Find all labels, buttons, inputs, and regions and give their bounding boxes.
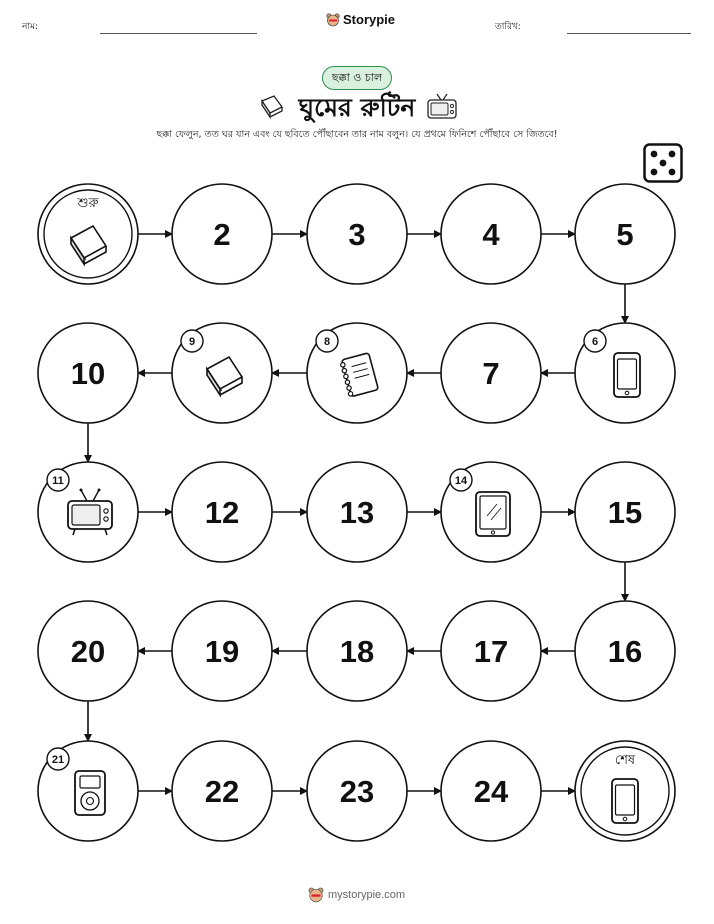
space-number: 5 [616,217,634,252]
space-number: 15 [607,495,643,530]
space-number: 3 [348,217,366,252]
space-number: 20 [70,634,106,669]
board-space [172,462,272,562]
name-label: নাম: [22,22,39,32]
board-space [441,601,541,701]
board-space [307,462,407,562]
board-space [307,323,407,423]
space-number: 2 [213,217,231,252]
board-space [441,184,541,284]
board-space [307,601,407,701]
bear-logo-icon [308,887,324,903]
board-space [441,323,541,423]
board-space [38,462,138,562]
board-space [575,184,675,284]
music-player-icon [75,771,105,815]
space-number: 14 [454,475,468,487]
board-space [307,184,407,284]
page-title: ঘুমের রুটিন [298,93,416,122]
footer-url: mystorypie.com [328,889,406,901]
space-number: 8 [323,336,331,348]
space-number: 4 [482,217,500,252]
instructions: ছক্কা ফেলুন, তত ঘর যান এবং যে ছবিতে পৌঁছাবেন তার নাম বলুন। যে প্রথমে ফিনিশে পৌঁছাবে সে জিতবে! [156,129,558,140]
space-number: 23 [339,774,375,809]
board-space [38,741,138,841]
board-space [575,601,675,701]
space-number: 18 [339,634,375,669]
tablet-icon [476,492,510,536]
board-space [307,741,407,841]
board-space [441,741,541,841]
space-number: 10 [70,356,106,391]
start-label: শুরু [77,196,99,211]
start-space [38,184,138,284]
board-space [172,323,272,423]
board-space [172,741,272,841]
date-label: তারিখ: [495,22,521,32]
board-space [38,601,138,701]
board-space [575,323,675,423]
space-number: 16 [607,634,643,669]
space-number: 19 [204,634,240,669]
space-number: 9 [188,336,196,348]
finish-label: শেষ [614,753,636,768]
space-number: 17 [473,634,509,669]
board-space [172,184,272,284]
space-number: 12 [204,495,240,530]
brand-name: Storypie [343,12,396,27]
board-space [441,462,541,562]
space-number: 13 [339,495,375,530]
board-space [38,323,138,423]
space-number: 22 [204,774,240,809]
board-space [172,601,272,701]
space-number: 6 [591,336,599,348]
finish-space [575,741,675,841]
space-number: 21 [51,754,65,766]
phone-icon [614,353,640,397]
space-number: 7 [482,356,500,391]
phone-icon [612,779,638,823]
board-space [575,462,675,562]
space-number: 24 [473,774,509,809]
space-number: 11 [52,475,64,487]
game-type-badge: ছক্কা ও চাল [322,66,392,90]
footer [308,887,405,903]
